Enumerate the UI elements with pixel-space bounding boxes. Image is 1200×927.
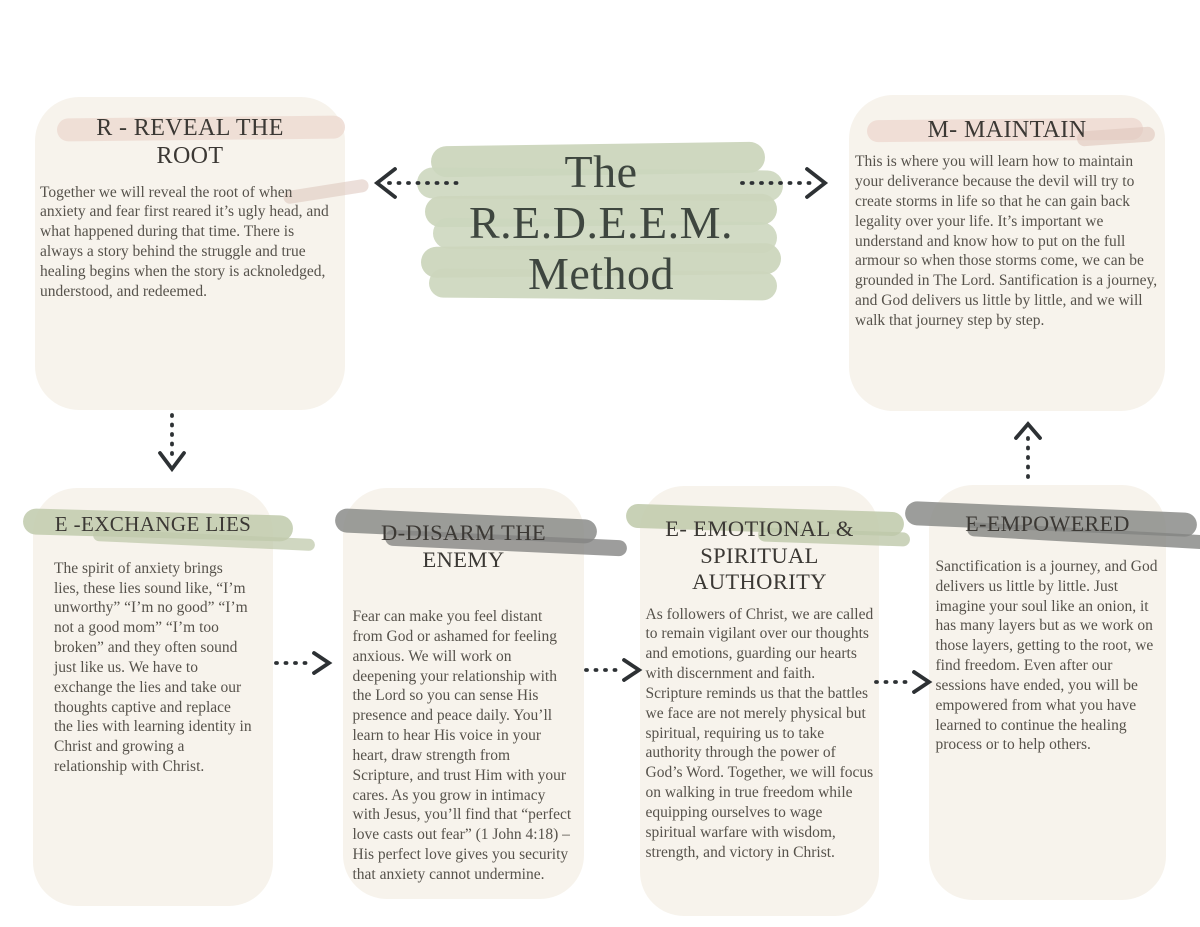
card-body: Together we will reveal the root of when anxiety and fear first reared it’s ugly head, and what happened during that time. There is always a story behind the struggle and true healing begins when the story is acknoledged, understood, and redeemed. bbox=[40, 183, 329, 300]
arrow-authority-to-empowered-icon bbox=[872, 667, 936, 697]
card-body: Fear can make you feel distant from God or ashamed for feeling anxious. We will work on deepening your relationship with the Lord so you can sense His presence and peace daily. You’ll learn to hear His voice in your heart, draw strength from Scripture, and trust Him with your cares. As you grow in intimacy with Jesus, you’ll find that “perfect love casts out fear” (1 John 4:18) – His perfect love gives you security that anxiety cannot undermine. bbox=[352, 608, 572, 883]
card-heading: E- EMOTIONAL & SPIRITUAL AUTHORITY bbox=[665, 516, 854, 595]
card-body: Sanctification is a journey, and God delivers us little by little. Just imagine your soul like an onion, it has many layers but as we work on those layers, getting to the root, we find freedom. Even after our sessions have ended, you will be empowered from what you have learned to continue the healing process or to help others. bbox=[935, 557, 1158, 754]
card-heading: D-DISARM THE ENEMY bbox=[380, 520, 546, 572]
diagram-title bbox=[410, 146, 792, 299]
card-emotional-spiritual-authority bbox=[640, 486, 879, 916]
arrow-reveal-to-exchange-icon bbox=[152, 411, 192, 477]
card-empowered bbox=[929, 485, 1166, 900]
card-exchange-lies bbox=[33, 488, 273, 906]
card-body: The spirit of anxiety brings lies, these lies sound like, “I’m unworthy” “I’m no good” “I’m not a good mom” “I’m too broken” and they often sound just like us. We have to exchange the lies and take our thoughts captive and replace the lies with learning identity in Christ and growing a relationship with Christ. bbox=[54, 559, 252, 776]
card-maintain bbox=[849, 95, 1165, 411]
arrow-title-to-reveal-icon bbox=[368, 161, 464, 205]
card-heading: M- MAINTAIN bbox=[927, 117, 1087, 143]
card-reveal-the-root bbox=[35, 97, 345, 410]
arrow-empowered-to-maintain-icon bbox=[1008, 418, 1048, 486]
card-body: As followers of Christ, we are called to remain vigilant over our thoughts and emotions, guarding our hearts with discernment and faith. Scripture reminds us that the battles we face are not merely physical but spiritual, requiring us to take authority through the power of God’s Word. Together, we will focus on walking in true freedom while equipping ourselves to wage spiritual warfare with wisdom, strength, and victory in Christ. bbox=[645, 605, 874, 861]
arrow-title-to-maintain-icon bbox=[738, 161, 834, 205]
card-heading: E-EMPOWERED bbox=[965, 511, 1130, 536]
title-line-1: The bbox=[564, 146, 638, 197]
card-body: This is where you will learn how to maintain your deliverance because the devil will try to create storms in life so that he can gain back legality over your life. It’s important we understand and know how to put on the full armour so when those storms come, we can be grounded in The Lord. Santification is a journey, and God delivers us little by little, and we will walk that journey step by step. bbox=[855, 153, 1158, 329]
card-heading: R - REVEAL THE ROOT bbox=[96, 115, 284, 170]
card-disarm-the-enemy bbox=[343, 488, 584, 899]
arrow-exchange-to-disarm-icon bbox=[272, 648, 336, 678]
title-line-2: R.E.D.E.E.M. bbox=[468, 197, 734, 248]
arrow-disarm-to-authority-icon bbox=[582, 655, 646, 685]
title-line-3: Method bbox=[527, 248, 675, 299]
card-heading: E -EXCHANGE LIES bbox=[54, 512, 252, 536]
